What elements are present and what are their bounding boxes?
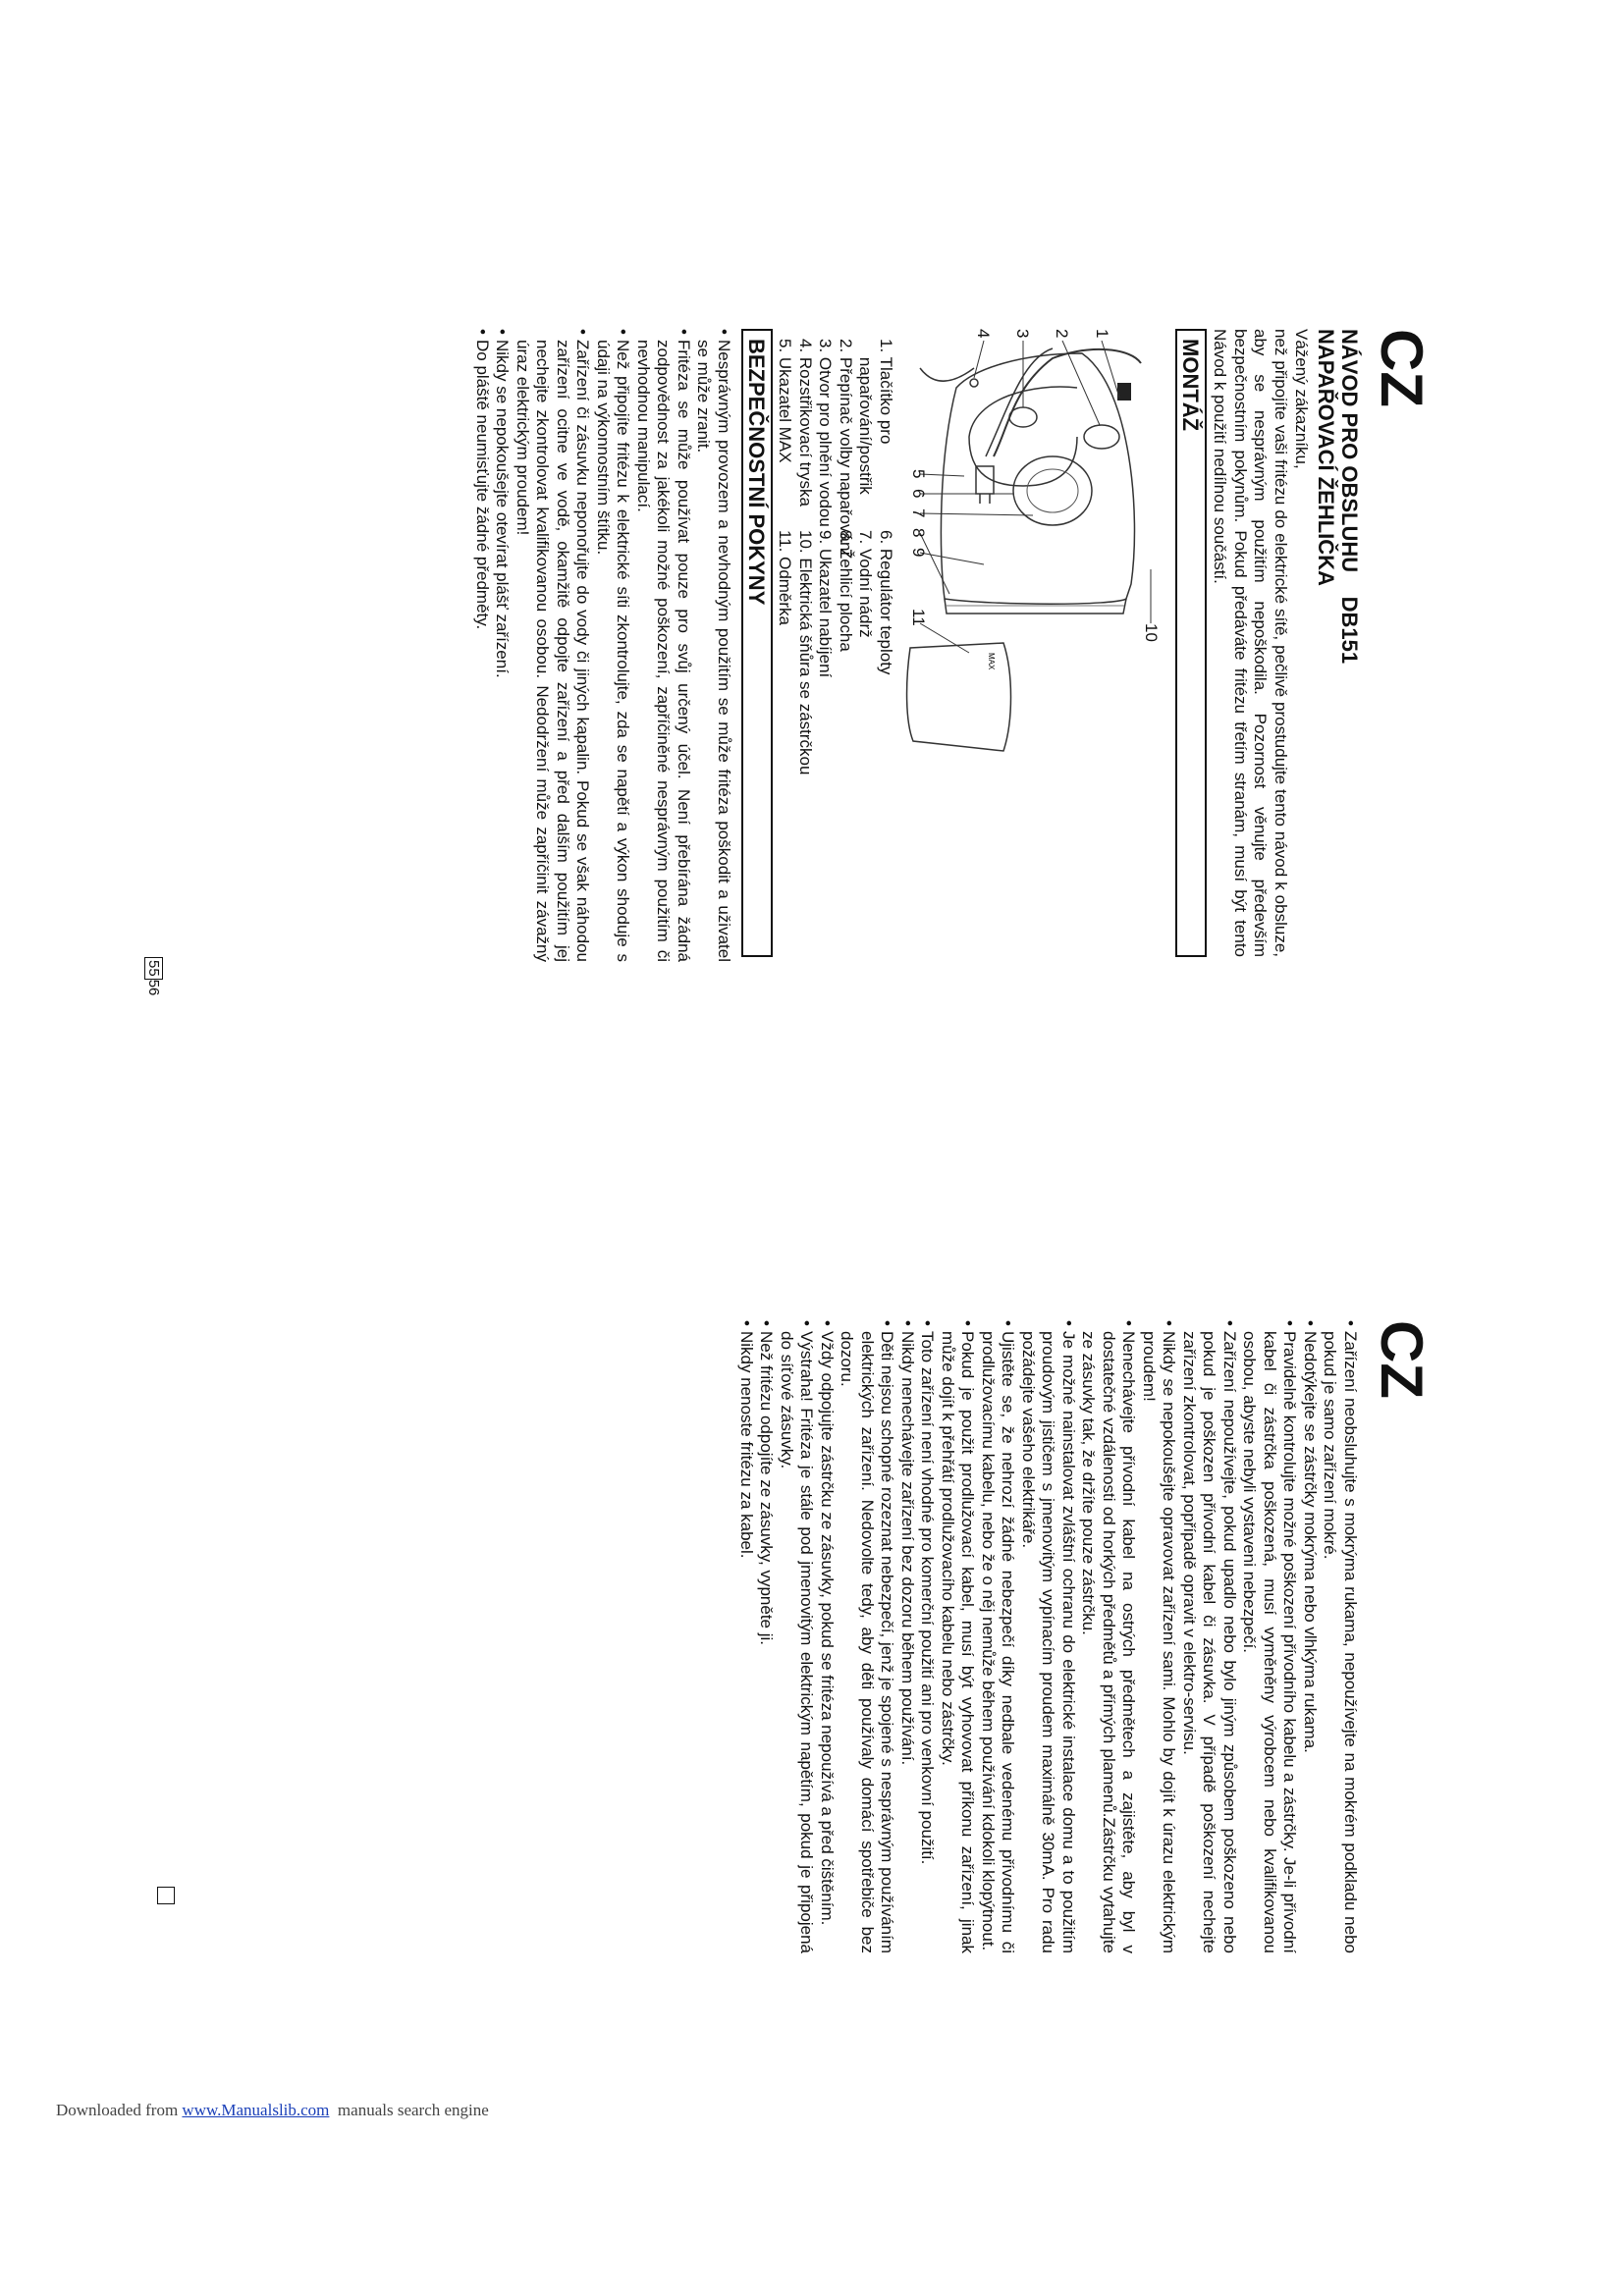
part-item: 8. Žehlicí plocha [837, 530, 855, 652]
part-item: 6. Regulátor teploty [877, 530, 895, 675]
product-name: NAPAŘOVACÍ ŽEHLIČKA [1314, 329, 1338, 586]
part-item: 9. Ukazatel nabíjení [816, 530, 836, 678]
callout-5: 5 [909, 469, 928, 479]
footer-suffix: manuals search engine [329, 2101, 489, 2119]
callout-10: 10 [1142, 623, 1161, 642]
callout-6: 6 [909, 489, 928, 499]
manualslib-link[interactable]: www.Manualslib.com [182, 2101, 330, 2119]
safety-item: • Děti nejsou schopné rozeznat nebezpečí, jenž je spojené s nesprávným používáním elektrických zařízení. Nedovolte tedy, aby děti používaly domácí spotřebiče bez dozoru. [837, 1320, 897, 1953]
callout-7: 7 [909, 508, 928, 518]
safety-item: • Nikdy nenoste fritézu za kabel. [736, 1320, 757, 1953]
spray-nozzle [970, 379, 978, 387]
safety-item: • Nenechávejte přívodní kabel na ostrých předmětech a zajistěte, aby byl v dostatečné vzdálenosti od horkých předmětů a přímých plamenů.Zástrčku vytahujte ze zásuvky tak, že držíte pouze zástrčku. [1078, 1320, 1139, 1953]
part-item: 11. Odměrka [776, 530, 795, 626]
safety-list [472, 329, 734, 962]
steam-button [1117, 383, 1131, 400]
safety-list-continued [736, 1320, 1361, 1953]
callout-11: 11 [909, 609, 928, 626]
cup-max-label: MAX [987, 653, 996, 670]
page-mark-square [157, 1887, 175, 1904]
part-item: 1. Tlačítko pro [877, 339, 895, 445]
footer-prefix: Downloaded from [56, 2101, 183, 2119]
callout-9: 9 [909, 548, 928, 558]
safety-item: • Pokud je použit prodlužovací kabel, musí být vyhovovat příkonu zařízení, jinak může dojít k přehřátí prodlužovacího kabelu nebo zástrčky. [938, 1320, 978, 1953]
safety-item: • Výstraha! Fritéza je stále pod jmenovitým elektrickým napětím, pokud je připojená do síťové zásuvky. [777, 1320, 817, 1953]
safety-item: • Nikdy se nepokoušejte otevírat plášť zařízení. [492, 329, 513, 962]
greeting: Vážený zákazníku, [1292, 329, 1311, 469]
callout-4: 4 [974, 329, 993, 339]
safety-item: • Zařízení či zásuvku neponořujte do vody či jiných kapalin. Pokud se však náhodou zařízení ocitne ve vodě, okamžitě odpojte zařízení a před dalším použitím jej nechejte zkontrolovat kvalifikovanou osobou. Nedodržení může zapříčinit závažný úraz elektrickým proudem! [513, 329, 593, 962]
manual-title: NÁVOD PRO OBSLUHU DB151 [1337, 329, 1362, 665]
safety-item: • Toto zařízení není vhodné pro komerční použití ani pro venkovní použití. [917, 1320, 938, 1953]
safety-item: • Zařízení neobsluhujte s mokrýma rukama, nepoužívejte na mokrém podkladu nebo pokud je samo zařízení mokré. [1320, 1320, 1360, 1953]
safety-item: • Ujistěte se, že nehrozí žádné nebezpečí díky nedbale vedenému přívodnímu či prodlužovacímu kabelu, nebo že o něj nemůže během používání kdokoli klopýtnout. [978, 1320, 1018, 1953]
safety-item: • Pravidelně kontrolujte možné poškození přívodního kabelu a zástrčky. Je-li přívodní kabel či zástrčka poškozená, musí vyměněny výrobcem nebo kvalifikovanou osobou, abyste nebyli vystaveni nebezpečí. [1239, 1320, 1300, 1953]
iron-body [941, 353, 1134, 604]
right-lang-code: CZ [1369, 1320, 1435, 1399]
safety-item: • Než připojíte fritézu k elektrické síti zkontrolujte, zda se napětí a výkon shoduje s údaji na výkonnostním štítku. [593, 329, 633, 962]
safety-item: • Fritéza se může používat pouze pro svůj určený účel. Není přebírána žádná zodpovědnost za jakékoli možné poškození, zapříčiněné nesprávným použitím či nevhodnou manipulací. [633, 329, 694, 962]
part-item: 2. Přepínač volby napařování [837, 339, 855, 557]
parts-list-col2 [775, 530, 895, 785]
callout-2: 2 [1053, 329, 1071, 339]
safety-item: • Nikdy se nepokoušejte opravovat zařízení sami. Mohlo by dojít k úrazu elektrickým proudem! [1139, 1320, 1179, 1953]
safety-item: • Je možné nainstalovat zvláštní ochranu do elektrické instalace domu a to použitím proudovým jističem s jmenovitým vypínacím proudem maximálně 30mA. Pro radu požádejte vašeho elektrikáře. [1018, 1320, 1079, 1953]
page-number-next: 56 [145, 979, 162, 996]
safety-heading: BEZPEČNOSTNÍ POKYNY [741, 329, 773, 957]
parts-list-col1 [775, 339, 895, 557]
download-footer [56, 2101, 489, 2120]
part-item: 3. Otvor pro plnění vodou [816, 339, 836, 527]
safety-item: • Do pláště neumisťujte žádné předměty. [472, 329, 493, 962]
safety-item: • Vždy odpojujte zástrčku ze zásuvky, pokud se fritéza nepoužívá a před čištěním. [817, 1320, 838, 1953]
part-item: 4. Rozstřikovací tryska [796, 339, 815, 507]
page-number [145, 957, 162, 995]
safety-item: • Nikdy nenechávejte zařízení bez dozoru během používání. [897, 1320, 918, 1953]
montaz-heading: MONTÁŽ [1175, 329, 1207, 957]
steam-selector [1084, 425, 1119, 449]
intro-text: než připojíte vaši fritézu do elektrické sítě, pečlivě prostudujte tento návod k obsluze, aby se nesprávným použitím nepoškodila. Pozornost věnujte především bezpečnostním pokynům. Pokud předáváte fritézu třetím stranám, musí být tento Návod k použití nedílnou součástí. [1211, 329, 1290, 957]
part-item: 10. Elektrická šňůra se zástrčkou [796, 530, 815, 775]
safety-item: • Než fritézu odpojíte ze zásuvky, vypněte ji. [756, 1320, 777, 1953]
callout-1: 1 [1093, 329, 1111, 339]
left-lang-code: CZ [1369, 329, 1435, 407]
safety-item: • Nedotýkejte se zástrčky mokrýma nebo vlhkýma rukama. [1300, 1320, 1321, 1953]
iron-diagram [895, 329, 1170, 957]
callout-3: 3 [1013, 329, 1032, 339]
page-number-current: 55 [144, 957, 163, 980]
callout-8: 8 [909, 528, 928, 538]
safety-item: • Zařízení nepoužívejte, pokud upadlo nebo bylo jiným způsobem poškozeno nebo pokud je poškozen přívodní kabel či zásuvka. V případě poškození nechejte zařízení zkontrolovat, popřípadě opravit v elektro-servisu. [1179, 1320, 1240, 1953]
part-item: 7. Vodní nádrž [856, 530, 876, 638]
part-item: napařování/postřik [856, 339, 876, 495]
part-item: 5. Ukazatel MAX [776, 339, 795, 463]
safety-item: • Nesprávným provozem a nevhodným použitím se může fritéza poškodit a uživatel se může zranit. [693, 329, 733, 962]
